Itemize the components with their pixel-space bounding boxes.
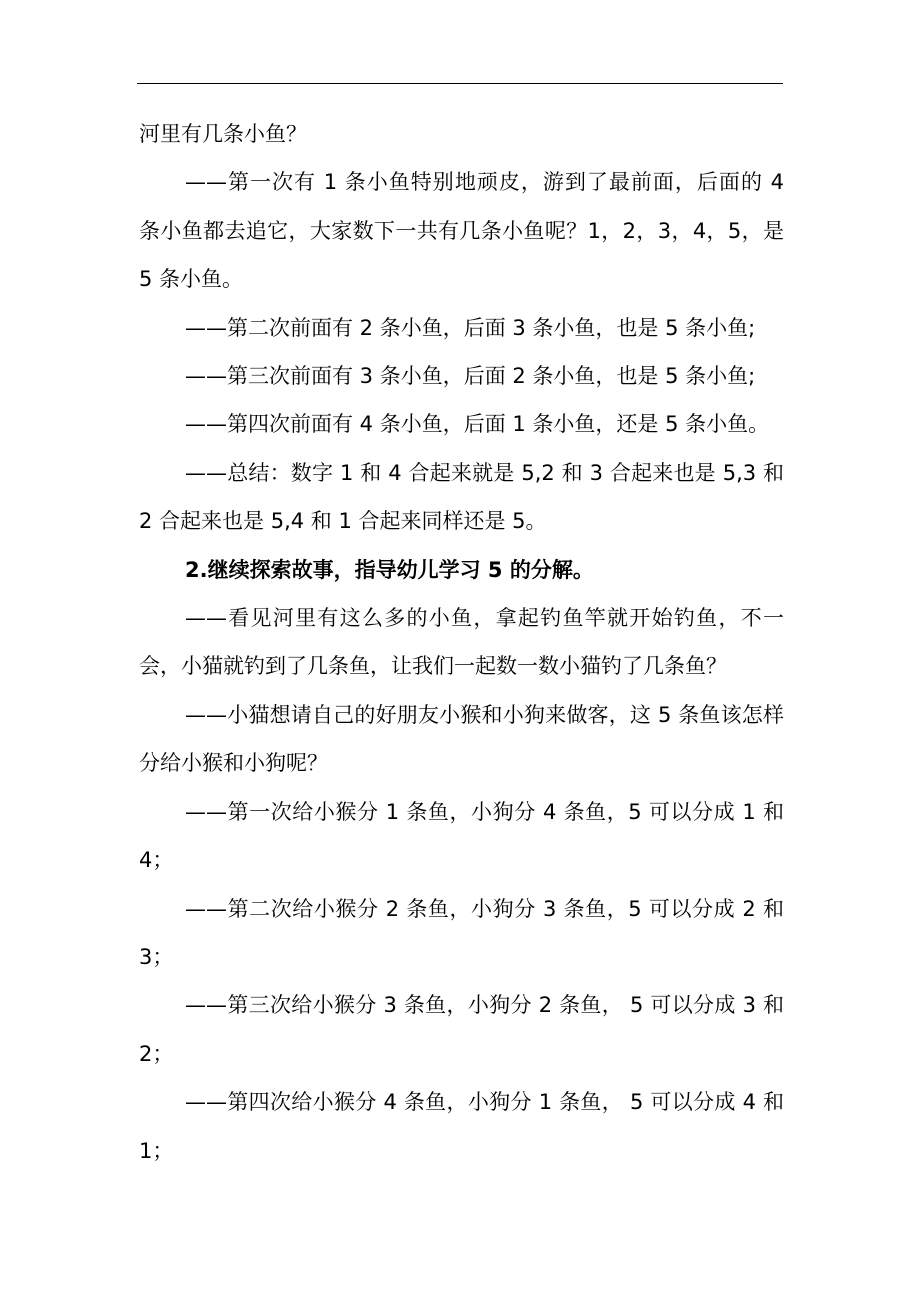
paragraph-split-first: ——第一次给小猴分 1 条鱼，小狗分 4 条鱼，5 可以分成 1 和 4； (139, 799, 784, 873)
body-text (139, 110, 784, 1175)
header-rule (137, 83, 783, 84)
paragraph-split-third: ——第三次给小猴分 3 条鱼，小狗分 2 条鱼， 5 可以分成 3 和 2； (139, 993, 784, 1066)
paragraph-third-time: ——第三次前面有 3 条小鱼，后面 2 条小鱼，也是 5 条小鱼; (185, 364, 756, 389)
paragraph-summary: ——总结：数字 1 和 4 合起来就是 5,2 和 3 合起来也是 5,3 和 2 合起来也是 5,4 和 1 合起来同样还是 5。 (139, 460, 784, 534)
paragraph-fishing: ——看见河里有这么多的小鱼，拿起钓鱼竿就开始钓鱼，不一会，小猫就钓到了几条鱼，让我们一起数一数小猫钓了几条鱼？ (139, 606, 784, 679)
paragraph-invite-friends: ——小猫想请自己的好朋友小猴和小狗来做客，这 5 条鱼该怎样分给小猴和小狗呢？ (139, 702, 784, 776)
paragraph-fourth-time: ——第四次前面有 4 条小鱼，后面 1 条小鱼，还是 5 条小鱼。 (185, 412, 770, 437)
paragraph-question: 河里有几条小鱼？ (139, 122, 307, 146)
section-heading: 2.继续探索故事，指导幼儿学习 5 的分解。 (185, 557, 594, 582)
paragraph-split-second: ——第二次给小猴分 2 条鱼，小狗分 3 条鱼，5 可以分成 2 和 3； (139, 896, 784, 969)
paragraph-second-time: ——第二次前面有 2 条小鱼，后面 3 条小鱼，也是 5 条小鱼; (185, 315, 756, 340)
paragraph-split-fourth: ——第四次给小猴分 4 条鱼，小狗分 1 条鱼， 5 可以分成 4 和 1； (139, 1090, 784, 1163)
paragraph-first-time: ——第一次有 1 条小鱼特别地顽皮，游到了最前面，后面的 4 条小鱼都去追它，大家数下一共有几条小鱼呢？1，2，3，4，5，是 5 条小鱼。 (139, 170, 784, 292)
